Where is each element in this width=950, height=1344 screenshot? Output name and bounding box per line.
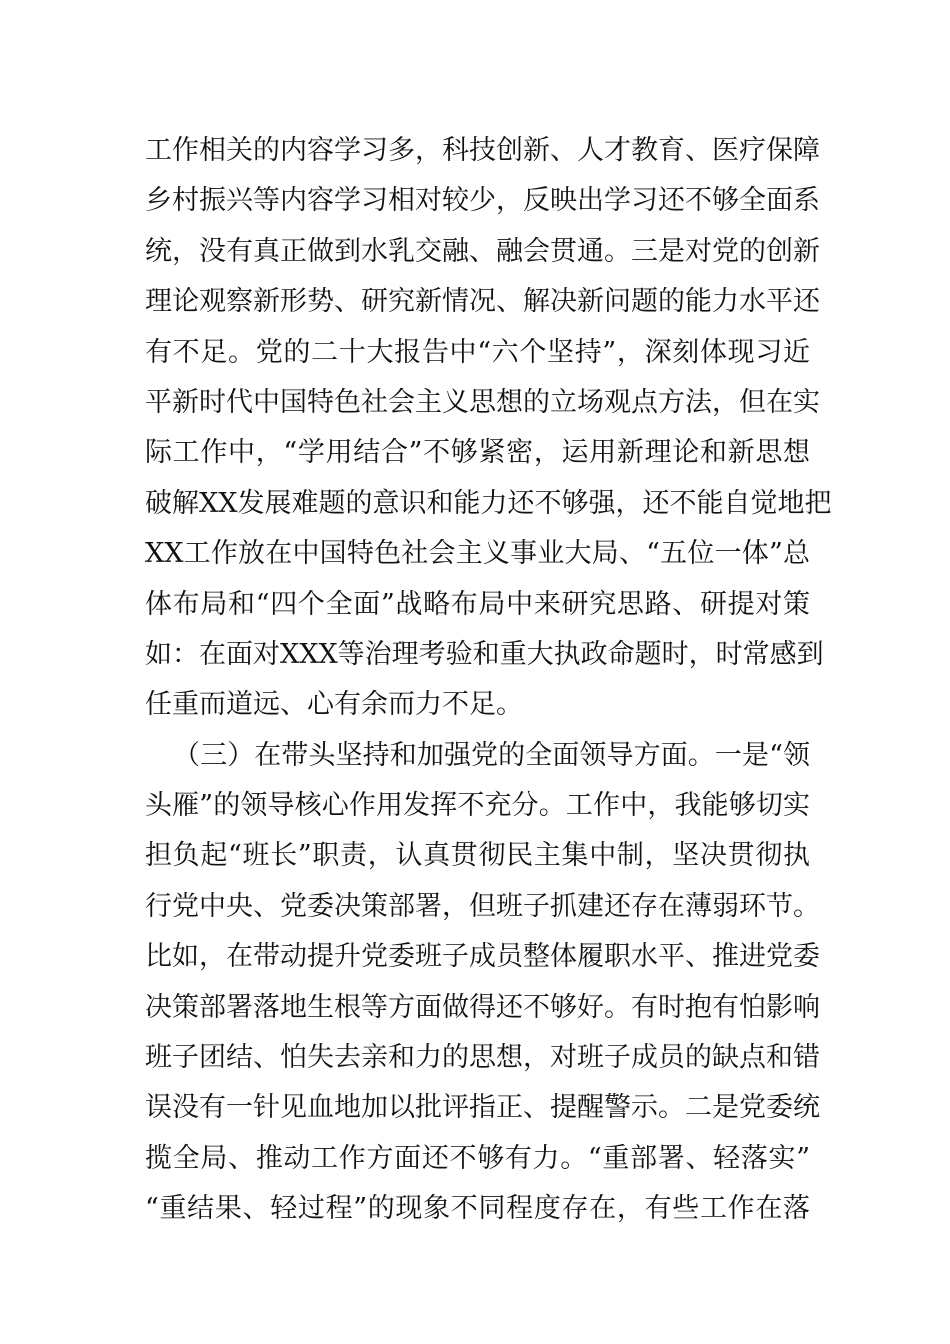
- section-heading-line: （三）在带头坚持和加强党的全面领导方面。一是“领: [173, 739, 810, 771]
- text-line: 平新时代中国特色社会主义思想的立场观点方法，但在实: [145, 386, 820, 418]
- text-line: 乡村振兴等内容学习相对较少，反映出学习还不够全面系: [145, 185, 820, 217]
- text-line: 统，没有真正做到水乳交融、融会贯通。三是对党的创新: [145, 235, 820, 267]
- text-line: 任重而道远、心有余而力不足。: [145, 689, 523, 721]
- text-line: 理论观察新形势、研究新情况、解决新问题的能力水平还: [145, 286, 820, 318]
- body-text: [145, 126, 832, 1235]
- text-line: XX工作放在中国特色社会主义事业大局、“五位一体”总: [145, 538, 810, 570]
- text-line: 行党中央、党委决策部署，但班子抓建还存在薄弱环节。: [145, 890, 820, 922]
- text-line: 班子团结、怕失去亲和力的思想，对班子成员的缺点和错: [145, 1042, 820, 1074]
- text-line: 工作相关的内容学习多，科技创新、人才教育、医疗保障: [145, 135, 820, 166]
- text-line: 误没有一针见血地加以批评指正、提醒警示。二是党委统: [145, 1092, 820, 1124]
- text-line: 揽全局、推动工作方面还不够有力。“重部署、轻落实”: [145, 1142, 810, 1174]
- text-line: 如：在面对XXX等治理考验和重大执政命题时，时常感到: [145, 638, 824, 670]
- text-line: 破解XX发展难题的意识和能力还不够强，还不能自觉地把: [145, 487, 832, 519]
- text-line: 体布局和“四个全面”战略布局中来研究思路、研提对策: [145, 588, 810, 620]
- text-line: 头雁”的领导核心作用发挥不充分。工作中，我能够切实: [145, 790, 810, 822]
- text-line: 比如，在带动提升党委班子成员整体履职水平、推进党委: [145, 941, 820, 973]
- text-line: 有不足。党的二十大报告中“六个坚持”，深刻体现习近: [145, 336, 810, 368]
- text-line: 决策部署落地生根等方面做得还不够好。有时抱有怕影响: [145, 991, 820, 1023]
- text-line: “重结果、轻过程”的现象不同程度存在，有些工作在落: [145, 1193, 810, 1225]
- text-line: 际工作中，“学用结合”不够紧密，运用新理论和新思想: [145, 437, 810, 469]
- text-line: 担负起“班长”职责，认真贯彻民主集中制，坚决贯彻执: [145, 840, 810, 872]
